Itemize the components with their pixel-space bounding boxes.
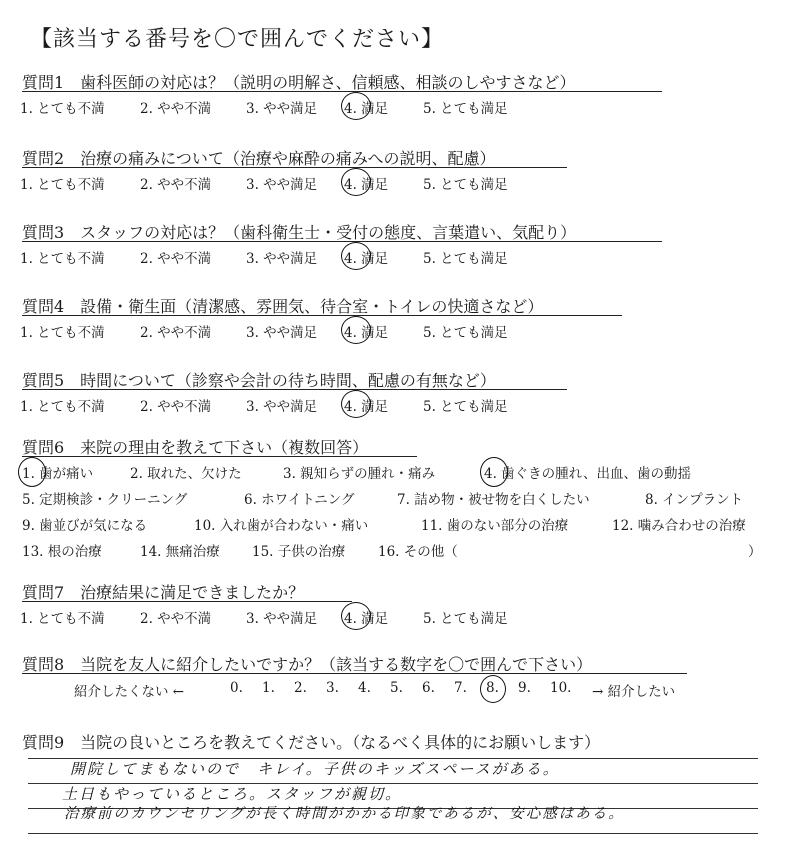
reason-option-7[interactable]: 7. 詰め物・被せ物を白くしたい — [397, 492, 590, 508]
answer-circle-mark — [341, 92, 371, 120]
answer-circle-mark — [341, 602, 371, 630]
recommend-score-2[interactable]: 2. — [294, 680, 307, 696]
handwritten-comment: 治療前のカウンセリングが長く時間がかかる印象であるが、安心感はある。 — [64, 806, 625, 822]
question-underline — [22, 601, 352, 602]
answer-option-4[interactable]: 4. 満足 — [344, 251, 389, 267]
reason-option-10[interactable]: 10. 入れ歯が合わない・痛い — [194, 518, 369, 534]
recommend-score-10[interactable]: 10. — [550, 680, 572, 696]
question-underline — [22, 241, 662, 242]
question-underline — [22, 167, 567, 168]
answer-option-3[interactable]: 3. やや満足 — [246, 251, 318, 267]
reason-option-16[interactable]: 16. その他（ — [378, 544, 458, 560]
reason-option-6[interactable]: 6. ホワイトニング — [244, 492, 355, 508]
recommend-score-4[interactable]: 4. — [358, 680, 371, 696]
answer-option-1[interactable]: 1. とても不満 — [20, 399, 105, 415]
answer-option-4[interactable]: 4. 満足 — [344, 177, 389, 193]
recommend-score-9[interactable]: 9. — [518, 680, 531, 696]
reason-other-close: ） — [748, 544, 762, 560]
answer-option-3[interactable]: 3. やや満足 — [246, 611, 318, 627]
answer-circle-mark — [341, 242, 371, 270]
question-underline — [22, 673, 687, 674]
question-title-2: 質問2 治療の痛みについて（治療や麻酔の痛みへの説明、配慮） — [22, 149, 496, 168]
reason-option-14[interactable]: 14. 無痛治療 — [140, 544, 220, 560]
recommend-score-7[interactable]: 7. — [454, 680, 467, 696]
reason-option-9[interactable]: 9. 歯並びが気になる — [22, 518, 148, 534]
answer-circle-mark — [341, 316, 371, 344]
recommend-score-5[interactable]: 5. — [390, 680, 403, 696]
recommend-score-6[interactable]: 6. — [422, 680, 435, 696]
question-underline — [22, 389, 567, 390]
answer-option-2[interactable]: 2. やや不満 — [140, 177, 212, 193]
question-title-7: 質問7 治療結果に満足できましたか？ — [22, 583, 305, 602]
question-title-1: 質問1 歯科医師の対応は？（説明の明解さ、信頼感、相談のしやすさなど） — [22, 73, 576, 92]
page-header: 【該当する番号を〇で囲んでください】 — [30, 27, 445, 52]
reason-option-11[interactable]: 11. 歯のない部分の治療 — [421, 518, 569, 534]
answer-circle-mark — [18, 457, 46, 487]
answer-option-5[interactable]: 5. とても満足 — [423, 101, 508, 117]
answer-option-3[interactable]: 3. やや満足 — [246, 101, 318, 117]
answer-option-2[interactable]: 2. やや不満 — [140, 325, 212, 341]
answer-option-4[interactable]: 4. 満足 — [344, 399, 389, 415]
reason-option-3[interactable]: 3. 親知らずの腫れ・痛み — [283, 466, 436, 482]
answer-option-3[interactable]: 3. やや満足 — [246, 177, 318, 193]
question-title-3: 質問3 スタッフの対応は？（歯科衛生士・受付の態度、言葉遣い、気配り） — [22, 223, 577, 242]
recommend-score-0[interactable]: 0. — [230, 680, 243, 696]
answer-option-2[interactable]: 2. やや不満 — [140, 101, 212, 117]
reason-option-13[interactable]: 13. 根の治療 — [22, 544, 102, 560]
answer-circle-mark — [341, 390, 371, 418]
answer-option-1[interactable]: 1. とても不満 — [20, 251, 105, 267]
question-title-8: 質問8 当院を友人に紹介したいですか？（該当する数字を〇で囲んで下さい） — [22, 655, 593, 674]
answer-option-2[interactable]: 2. やや不満 — [140, 399, 212, 415]
handwritten-comment: 土日もやっているところ。スタッフが親切。 — [62, 785, 403, 803]
reason-option-15[interactable]: 15. 子供の治療 — [252, 544, 346, 560]
answer-option-1[interactable]: 1. とても不満 — [20, 325, 105, 341]
answer-option-4[interactable]: 4. 満足 — [344, 101, 389, 117]
reason-option-12[interactable]: 12. 噛み合わせの治療 — [612, 518, 746, 534]
recommend-left-label: 紹介したくない ← — [74, 684, 185, 700]
question-title-9: 質問9 当院の良いところを教えてください。（なるべく具体的にお願いします） — [22, 733, 601, 752]
answer-circle-mark — [480, 457, 508, 487]
question-underline — [22, 91, 662, 92]
question-underline — [22, 456, 417, 457]
writing-line — [28, 833, 758, 834]
answer-option-5[interactable]: 5. とても満足 — [423, 399, 508, 415]
recommend-score-3[interactable]: 3. — [326, 680, 339, 696]
answer-option-1[interactable]: 1. とても不満 — [20, 611, 105, 627]
reason-option-5[interactable]: 5. 定期検診・クリーニング — [22, 492, 188, 508]
answer-option-3[interactable]: 3. やや満足 — [246, 325, 318, 341]
recommend-score-1[interactable]: 1. — [262, 680, 275, 696]
reason-option-4[interactable]: 4. 歯ぐきの腫れ、出血、歯の動揺 — [484, 466, 691, 482]
answer-option-5[interactable]: 5. とても満足 — [423, 251, 508, 267]
answer-option-2[interactable]: 2. やや不満 — [140, 611, 212, 627]
question-title-6: 質問6 来院の理由を教えて下さい（複数回答） — [22, 438, 369, 457]
reason-option-8[interactable]: 8. インプラント — [645, 492, 744, 508]
answer-option-5[interactable]: 5. とても満足 — [423, 325, 508, 341]
recommend-right-label: → 紹介したい — [592, 684, 676, 700]
question-title-4: 質問4 設備・衛生面（清潔感、雰囲気、待合室・トイレの快適さなど） — [22, 297, 544, 316]
answer-option-3[interactable]: 3. やや満足 — [246, 399, 318, 415]
recommend-score-8[interactable]: 8. — [486, 680, 499, 696]
answer-option-4[interactable]: 4. 満足 — [344, 325, 389, 341]
handwritten-comment: 開院してまもないので キレイ。子供のキッズスペースがある。 — [70, 760, 560, 778]
answer-option-1[interactable]: 1. とても不満 — [20, 101, 105, 117]
answer-option-2[interactable]: 2. やや不満 — [140, 251, 212, 267]
answer-option-5[interactable]: 5. とても満足 — [423, 611, 508, 627]
answer-option-5[interactable]: 5. とても満足 — [423, 177, 508, 193]
answer-circle-mark — [341, 168, 371, 196]
answer-option-1[interactable]: 1. とても不満 — [20, 177, 105, 193]
reason-option-1[interactable]: 1. 歯が痛い — [22, 466, 94, 482]
answer-circle-mark — [480, 675, 506, 703]
question-title-5: 質問5 時間について（診察や会計の待ち時間、配慮の有無など） — [22, 371, 496, 390]
reason-option-2[interactable]: 2. 取れた、欠けた — [130, 466, 242, 482]
answer-option-4[interactable]: 4. 満足 — [344, 611, 389, 627]
question-underline — [22, 315, 622, 316]
